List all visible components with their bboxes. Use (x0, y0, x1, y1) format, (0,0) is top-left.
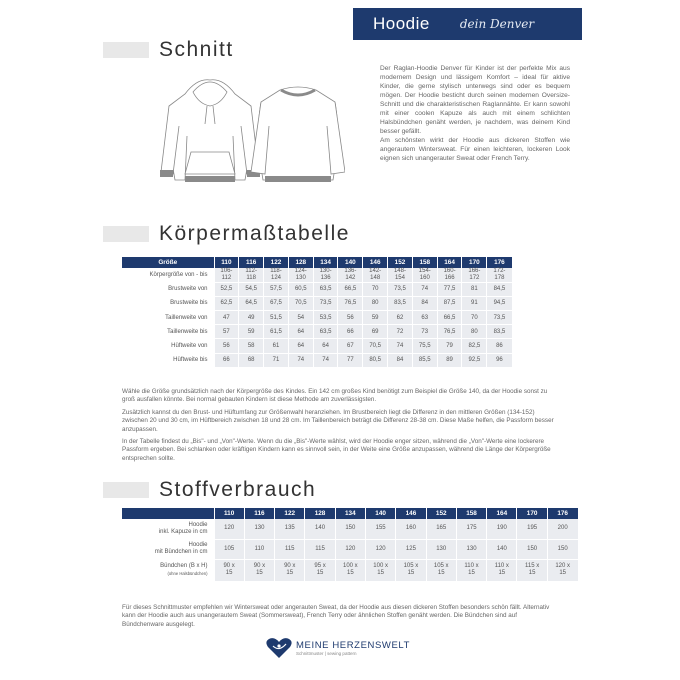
table-cell (437, 268, 462, 282)
table-cell (426, 559, 456, 581)
size-col: 170 (462, 257, 487, 268)
brand-name: MEINE HERZENSWELT (296, 640, 411, 651)
fabric-size-col: 110 (214, 508, 244, 519)
cell-line: 154 (394, 274, 405, 281)
table-cell: 71 (264, 353, 289, 367)
table-cell (487, 268, 512, 282)
table-cell: 155 (365, 519, 395, 539)
cell-line: 15 (346, 570, 354, 577)
cell-line: 130 (295, 274, 306, 281)
cell-line: 124- (294, 268, 307, 275)
table-cell (363, 268, 388, 282)
table-cell: 195 (517, 519, 547, 539)
table-cell: 67 (338, 339, 363, 353)
cell-line: 100 x (342, 563, 358, 570)
table-cell: 58 (239, 339, 264, 353)
cell-line: 142- (369, 268, 382, 275)
fabric-size-col: 140 (365, 508, 395, 519)
row-label: Taillenweite von (122, 311, 214, 325)
row-label: Brustweite von (122, 282, 214, 296)
table-cell: 70,5 (288, 296, 313, 310)
size-note-1: Wähle die Größe grundsätzlich nach der Körpergröße des Kindes. Ein 142 cm großes Kind benötigt zum Beispiel die Größe 140, da der Hoodie sonst zu groß ausfallen könnte. Bei normal gebauten Kindern ist diese Methode am zuverlässigsten. (122, 388, 548, 404)
label-line: Bündchen (B x H) (160, 563, 208, 570)
cell-line: 118 (246, 274, 256, 281)
cell-line: 95 x (314, 563, 326, 570)
table-cell (239, 268, 264, 282)
table-cell: 135 (275, 519, 305, 539)
title-banner (353, 8, 582, 40)
table-row (122, 559, 578, 581)
cell-line: 110 x (494, 563, 509, 570)
cell-line: 15 (316, 570, 324, 577)
table-cell (388, 268, 413, 282)
table-row (122, 311, 512, 325)
hoodie-sketch-front-back (155, 76, 345, 192)
table-row (122, 282, 512, 296)
table-cell: 140 (487, 539, 517, 559)
table-cell: 73,5 (313, 296, 338, 310)
table-cell: 73,5 (487, 311, 512, 325)
label-line: Hoodie (188, 542, 208, 548)
fabric-table-body (122, 519, 578, 581)
cell-line: 136 (320, 274, 331, 281)
cell-line: 106- (220, 268, 233, 275)
table-row (122, 539, 578, 559)
fabric-header-empty (122, 508, 214, 519)
table-cell: 74 (313, 353, 338, 367)
table-cell (365, 559, 395, 581)
cell-line: 142 (345, 274, 356, 281)
cell-line: 112 (221, 274, 232, 281)
size-col: 158 (412, 257, 437, 268)
cell-line: 90 x (284, 563, 296, 570)
cell-line: 166 (444, 274, 455, 281)
row-label: Taillenweite bis (122, 325, 214, 339)
table-cell: 83,5 (388, 296, 413, 310)
table-cell: 84 (412, 296, 437, 310)
size-col: 122 (264, 257, 289, 268)
pattern-description (380, 64, 570, 163)
table-cell: 57 (214, 325, 239, 339)
footer-logo (266, 637, 410, 659)
pattern-title: Hoodie (373, 14, 430, 33)
cell-line: 118- (270, 268, 282, 275)
table-cell: 130 (426, 539, 456, 559)
cell-line: 148 (370, 274, 381, 281)
table-cell: 63 (412, 311, 437, 325)
table-cell: 64 (288, 325, 313, 339)
table-cell: 190 (487, 519, 517, 539)
heart-logo-icon (266, 637, 292, 659)
table-row (122, 268, 512, 282)
table-cell: 63,5 (313, 282, 338, 296)
table-cell (335, 559, 365, 581)
table-cell: 94,5 (487, 296, 512, 310)
table-cell: 66 (214, 353, 239, 367)
table-cell (338, 268, 363, 282)
cell-line: 112- (245, 268, 257, 275)
table-cell: 84 (388, 353, 413, 367)
table-cell: 52,5 (214, 282, 239, 296)
table-cell: 56 (338, 311, 363, 325)
fabric-size-col: 152 (426, 508, 456, 519)
size-col: 134 (313, 257, 338, 268)
row-label (122, 559, 214, 581)
table-cell: 175 (456, 519, 486, 539)
table-cell: 61 (264, 339, 289, 353)
row-label: Körpergröße von - bis (122, 268, 214, 282)
table-cell (214, 559, 244, 581)
table-cell (396, 559, 426, 581)
table-cell: 79 (437, 339, 462, 353)
table-cell: 74 (288, 353, 313, 367)
table-cell: 130 (244, 519, 274, 539)
size-col: 128 (288, 257, 313, 268)
table-cell: 68 (239, 353, 264, 367)
fabric-size-col: 176 (547, 508, 577, 519)
table-row (122, 296, 512, 310)
table-cell: 75,5 (412, 339, 437, 353)
cell-line: 90 x (223, 563, 235, 570)
cell-line: 105 x (433, 563, 449, 570)
fabric-note-text: Für dieses Schnittmuster empfehlen wir Wintersweat oder angerauten Sweat, da der Hoodie aus diesen dickeren Stoffen besonders schön fällt. Alternativ kann der Hoodie auch aus unangerautem Sweat (Sommersweat), French Terry oder ähnlichen Stoffen genäht werden. Die Bündchen sind auf Bündchenware ausgelegt. (122, 604, 550, 628)
section-title-koerpermass: Körpermaßtabelle (159, 222, 350, 245)
table-cell: 66,5 (338, 282, 363, 296)
cell-line: 15 (528, 570, 536, 577)
size-col: 164 (437, 257, 462, 268)
table-cell: 80 (462, 325, 487, 339)
section-schnitt (103, 38, 234, 62)
table-cell: 67,5 (264, 296, 289, 310)
table-cell: 61,5 (264, 325, 289, 339)
size-table-body (122, 268, 512, 367)
table-cell: 62 (388, 311, 413, 325)
cell-line: 160 (419, 274, 430, 281)
table-cell: 60,5 (288, 282, 313, 296)
size-col: 176 (487, 257, 512, 268)
table-cell: 76,5 (338, 296, 363, 310)
fabric-size-col: 128 (305, 508, 335, 519)
table-cell: 115 (305, 539, 335, 559)
cell-line: 15 (256, 570, 263, 577)
cell-line: 105 x (403, 563, 419, 570)
cell-line: 15 (559, 570, 566, 577)
table-cell (275, 559, 305, 581)
table-cell: 92,5 (462, 353, 487, 367)
table-cell (288, 268, 313, 282)
cell-line: 15 (468, 570, 475, 577)
table-cell: 66 (338, 325, 363, 339)
table-row (122, 519, 578, 539)
description-paragraph-1: Der Raglan-Hoodie Denver für Kinder ist der perfekte Mix aus modernem Design und lässigem Komfort – ideal für aktive Kinder, die gerne stylisch unterwegs sind oder es bequem mögen. Der Hoodie besticht durch seinen modernen Oversize-Schnitt und die charakteristischen Raglannähte. Er kann sowohl mit einer coolen Kapuze als auch mit einem schlichten Halsbündchen genäht werden, je nachdem, was deinem Kind besser gefällt. (380, 65, 570, 135)
front-cuff-left (160, 170, 173, 177)
cell-line: 178 (494, 274, 505, 281)
table-row (122, 353, 512, 367)
table-cell (214, 268, 239, 282)
section-title-stoffverbrauch: Stoffverbrauch (159, 478, 317, 501)
fabric-note (122, 604, 554, 633)
fabric-size-col: 164 (487, 508, 517, 519)
table-cell (264, 268, 289, 282)
brand-tagline: Schnittmuster | sewing pattern (296, 651, 357, 656)
table-cell: 77 (338, 353, 363, 367)
table-cell: 125 (396, 539, 426, 559)
table-cell: 74 (388, 339, 413, 353)
cell-line: 172 (469, 274, 480, 281)
cell-line: 110 x (464, 563, 479, 570)
table-cell: 110 (244, 539, 274, 559)
table-cell: 59 (363, 311, 388, 325)
section-bar (103, 482, 149, 498)
fabric-size-col: 158 (456, 508, 486, 519)
table-cell: 70 (462, 311, 487, 325)
size-note-3: In der Tabelle findest du „Bis"- und „Von"-Werte. Wenn du die „Bis"-Werte wählst, wird der Hoodie enger sitzen, während die „Von"-Werte eine lockerere Passform ergeben. Bei schlanken oder kräftigen Kindern kann es sinnvoll sein, in der Weite eine Größe anzupassen, während die Länge der Körpergröße entsprechen sollte. (122, 438, 551, 462)
cell-line: 15 (225, 570, 233, 577)
size-col: 110 (214, 257, 239, 268)
size-header-label: Größe (122, 257, 214, 268)
table-cell: 150 (547, 539, 577, 559)
table-cell (547, 559, 577, 581)
fabric-size-col: 134 (335, 508, 365, 519)
table-cell: 64 (313, 339, 338, 353)
row-label: Brustweite bis (122, 296, 214, 310)
cell-line: 15 (437, 570, 445, 577)
table-cell: 53,5 (313, 311, 338, 325)
table-cell: 115 (275, 539, 305, 559)
table-cell (412, 268, 437, 282)
cell-line: 154- (418, 268, 431, 275)
label-line: inkl. Kapuze in cm (158, 528, 208, 535)
table-cell: 85,5 (412, 353, 437, 367)
size-col: 140 (338, 257, 363, 268)
table-cell: 74 (412, 282, 437, 296)
table-cell: 66,5 (437, 311, 462, 325)
table-cell: 82,5 (462, 339, 487, 353)
table-cell: 120 (365, 539, 395, 559)
description-paragraph-2: Am schönsten wirkt der Hoodie aus dickeren Stoffen wie angerautem Wintersweat. Für einen leichteren, lockeren Look eignen sich unangerauter Sweat oder French Terry. (380, 137, 570, 162)
size-table (122, 257, 512, 368)
table-cell: 51,5 (264, 311, 289, 325)
fabric-size-col: 122 (275, 508, 305, 519)
table-cell: 64 (288, 339, 313, 353)
table-cell (517, 559, 547, 581)
cell-line: 124 (270, 274, 281, 281)
table-cell: 96 (487, 353, 512, 367)
table-cell: 83,5 (487, 325, 512, 339)
cell-line: 160- (443, 268, 456, 275)
fabric-size-col: 116 (244, 508, 274, 519)
table-cell: 150 (517, 539, 547, 559)
row-label: Hüftweite von (122, 339, 214, 353)
table-cell: 70,5 (363, 339, 388, 353)
section-title-schnitt: Schnitt (159, 38, 234, 61)
table-cell: 87,5 (437, 296, 462, 310)
table-cell: 72 (388, 325, 413, 339)
cell-line: 100 x (373, 563, 388, 570)
table-cell: 64,5 (239, 296, 264, 310)
row-label (122, 519, 214, 539)
table-cell (244, 559, 274, 581)
table-cell: 91 (462, 296, 487, 310)
table-cell: 69 (363, 325, 388, 339)
table-cell: 105 (214, 539, 244, 559)
section-bar (103, 226, 149, 242)
table-cell: 54,5 (239, 282, 264, 296)
fabric-size-col: 146 (396, 508, 426, 519)
label-line: mit Bündchen in cm (154, 549, 208, 555)
size-note-2: Zusätzlich kannst du den Brust- und Hüftumfang zur Größenwahl heranziehen. Im Brustbereich liegt die Differenz in den mittleren Größen (134-152) zwischen 20 und 30 cm, im Hüftbereich zwischen 18 und 28 cm. Im Taillenbereich beträgt die Differenz 28-38 cm. Diese Maße helfen, die Passform besser anzupassen. (122, 408, 554, 433)
table-cell: 73 (412, 325, 437, 339)
table-cell: 140 (305, 519, 335, 539)
cell-line: 120 x (555, 563, 570, 570)
size-col: 116 (239, 257, 264, 268)
cell-line: 130- (319, 268, 332, 275)
table-cell (305, 559, 335, 581)
table-cell (487, 559, 517, 581)
table-cell: 120 (335, 539, 365, 559)
table-cell: 57,5 (264, 282, 289, 296)
table-cell: 160 (396, 519, 426, 539)
table-row (122, 325, 512, 339)
table-cell: 56 (214, 339, 239, 353)
table-cell: 84,5 (487, 282, 512, 296)
table-cell: 120 (214, 519, 244, 539)
section-stoffverbrauch (103, 478, 316, 502)
row-label: Hüftweite bis (122, 353, 214, 367)
sweatshirt-back-sketch (251, 87, 345, 180)
table-cell: 77,5 (437, 282, 462, 296)
cell-line: 15 (377, 570, 384, 577)
cell-line: 148- (393, 268, 406, 275)
table-row (122, 339, 512, 353)
fabric-size-col: 170 (517, 508, 547, 519)
table-cell (313, 268, 338, 282)
row-label (122, 539, 214, 559)
table-cell: 89 (437, 353, 462, 367)
table-cell: 130 (456, 539, 486, 559)
size-col: 152 (388, 257, 413, 268)
table-cell (456, 559, 486, 581)
table-cell: 49 (239, 311, 264, 325)
cell-line: 90 x (253, 563, 266, 570)
cell-line: 172- (493, 268, 506, 275)
size-notes (122, 388, 554, 467)
table-cell: 150 (335, 519, 365, 539)
table-cell: 80,5 (363, 353, 388, 367)
cell-line: 15 (286, 570, 294, 577)
table-cell: 54 (288, 311, 313, 325)
table-cell: 62,5 (214, 296, 239, 310)
table-cell: 165 (426, 519, 456, 539)
front-waistband (185, 176, 235, 182)
pattern-subtitle: dein Denver (459, 17, 535, 31)
cell-line: 115 x (525, 563, 540, 570)
table-cell: 47 (214, 311, 239, 325)
back-waistband (265, 176, 331, 182)
cell-line: 15 (407, 570, 415, 577)
table-cell: 63,5 (313, 325, 338, 339)
table-cell: 76,5 (437, 325, 462, 339)
size-col: 146 (363, 257, 388, 268)
table-cell (462, 268, 487, 282)
table-cell: 80 (363, 296, 388, 310)
cell-line: 166- (468, 268, 481, 275)
table-cell: 73,5 (388, 282, 413, 296)
cell-line: 136- (344, 268, 357, 275)
fabric-table (122, 508, 578, 581)
cell-line: 15 (498, 570, 506, 577)
table-cell: 70 (363, 282, 388, 296)
table-cell: 81 (462, 282, 487, 296)
section-bar (103, 42, 149, 58)
table-cell: 86 (487, 339, 512, 353)
section-koerpermass (103, 222, 350, 246)
label-line: Hoodie (188, 521, 208, 528)
hoodie-front-sketch (161, 80, 259, 180)
table-cell: 59 (239, 325, 264, 339)
label-line: (ohne Halsbündchen) (167, 571, 208, 577)
table-cell: 200 (547, 519, 577, 539)
